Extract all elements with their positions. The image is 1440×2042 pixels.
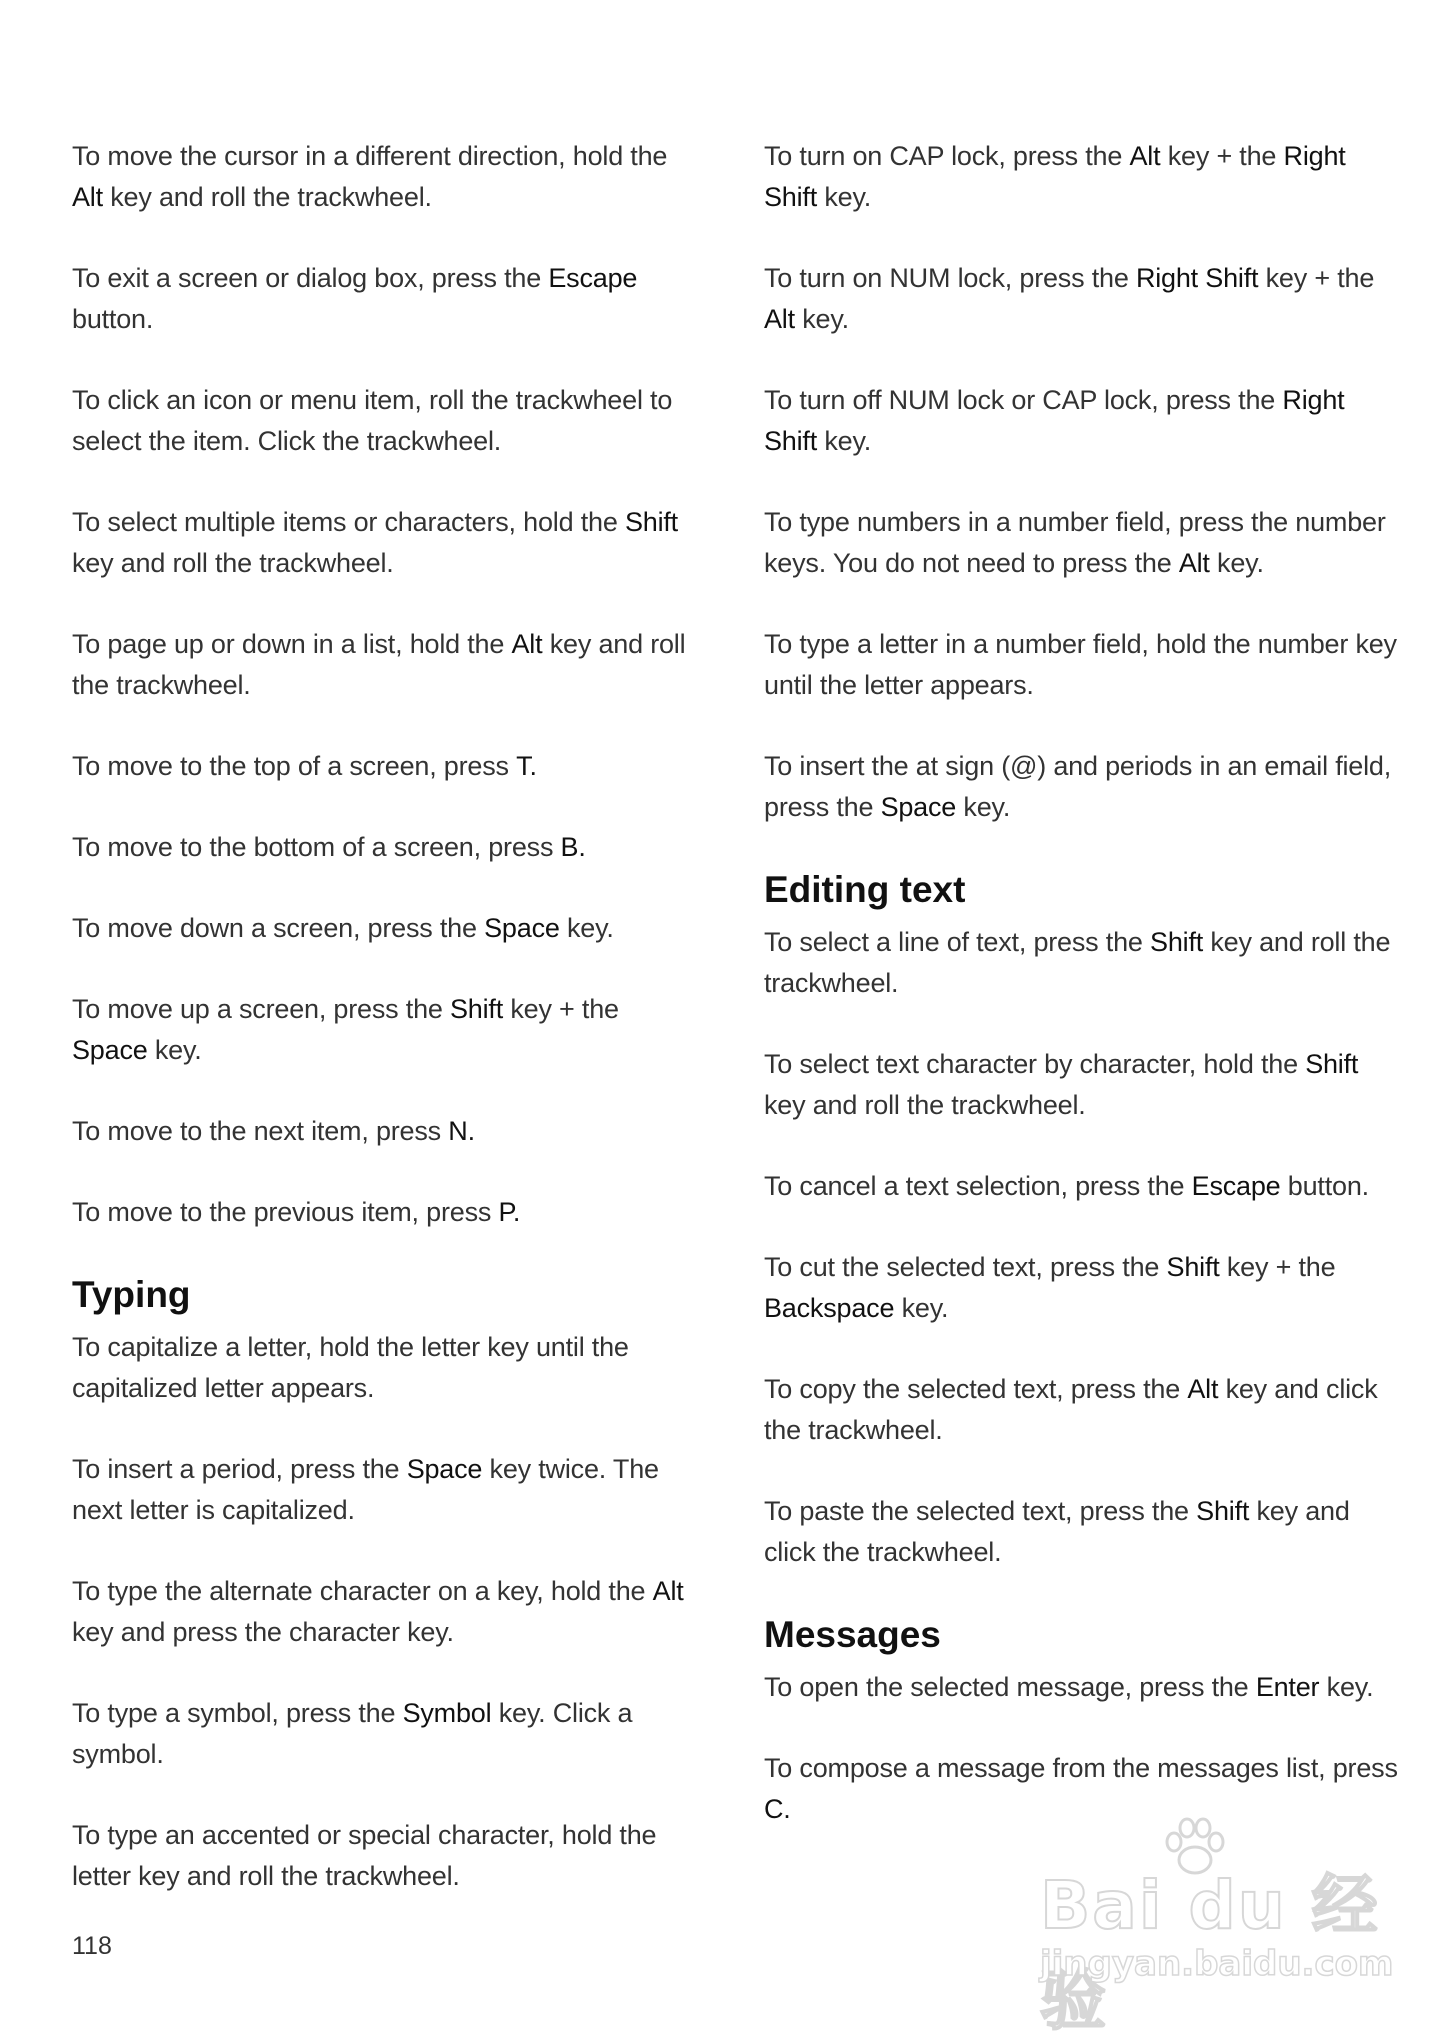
paragraph-text: button. [1280,1171,1369,1201]
watermark-logo-text: Bai du 经验 [1040,1867,1380,2039]
instruction-paragraph [72,1449,692,1531]
paragraph-text: key and roll the trackwheel. [764,927,1391,998]
key-name: Alt [72,182,103,212]
key-name: Shift [624,507,678,537]
key-name: Enter [1255,1672,1320,1702]
key-name: Alt [1178,548,1210,578]
instruction-paragraph [764,258,1404,340]
paragraph-text: To move to the top of a screen, press [72,751,517,781]
paragraph-text: To move to the bottom of a screen, press [72,832,561,862]
baidu-watermark [1020,1812,1394,2039]
paragraph-text: To select a line of text, press the [764,927,1151,957]
key-name: B. [560,832,586,862]
paragraph-text: key. [956,792,1011,822]
instruction-paragraph [764,136,1404,218]
instruction-paragraph [72,258,692,340]
paragraph-text: To type a letter in a number field, hold the number key until the letter appears. [764,629,1397,700]
key-name: Shift [1166,1252,1220,1282]
paragraph-text: To turn off NUM lock or CAP lock, press the [764,385,1283,415]
section-heading: Editing text [764,869,966,910]
instruction-paragraph [72,908,692,949]
paragraph-text: key twice. The next letter is capitalized. [72,1454,659,1525]
paragraph-text: key and roll the trackwheel. [72,629,686,700]
instruction-paragraph [764,1166,1404,1207]
paragraph-text: To page up or down in a list, hold the [72,629,512,659]
key-name: Shift [1305,1049,1359,1079]
instruction-paragraph [72,989,692,1071]
key-name: Shift [1150,927,1204,957]
instruction-paragraph [72,1693,692,1775]
page-number: 118 [72,1932,112,1960]
key-name: C. [764,1794,791,1824]
paragraph-text: To exit a screen or dialog box, press the [72,263,549,293]
instruction-paragraph [72,380,692,462]
instruction-paragraph [72,502,692,584]
paragraph-text: To paste the selected text, press the [764,1496,1197,1526]
instruction-paragraph [764,1369,1404,1451]
paragraph-text: key and press the character key. [72,1617,454,1647]
instruction-paragraph [764,624,1404,706]
instruction-paragraph [764,380,1404,462]
instruction-paragraph [764,1491,1404,1573]
paragraph-text: To type a symbol, press the [72,1698,403,1728]
instruction-paragraph [764,1044,1404,1126]
key-name: Space [406,1454,483,1484]
instruction-paragraph [764,746,1404,828]
paragraph-text: To insert the at sign (@) and periods in an email field, press the [764,751,1392,822]
key-name: Escape [1191,1171,1281,1201]
paragraph-text: key. [817,182,872,212]
key-name: Escape [548,263,638,293]
paragraph-text: key and click the trackwheel. [764,1374,1378,1445]
key-name: Alt [764,304,795,334]
paragraph-text: To move to the previous item, press [72,1197,499,1227]
paragraph-text: key and roll the trackwheel. [72,548,394,578]
paragraph-text: To insert a period, press the [72,1454,407,1484]
paragraph-text: key and roll the trackwheel. [102,182,432,212]
key-name: Space [484,913,560,943]
paragraph-text: key + the [503,994,619,1024]
paragraph-text: key + the [1258,263,1375,293]
paragraph-text: To select text character by character, hold the [764,1049,1306,1079]
key-name: Alt [1129,141,1161,171]
paragraph-text: To move the cursor in a different direction, hold the [72,141,668,171]
paragraph-text: key + the [1160,141,1284,171]
paragraph-text: To turn on CAP lock, press the [764,141,1130,171]
paragraph-text: To compose a message from the messages list, press [764,1753,1398,1783]
key-name: Right Shift [764,141,1346,212]
instruction-paragraph [72,1815,692,1897]
key-name: Right Shift [764,385,1345,456]
paragraph-text: To copy the selected text, press the [764,1374,1188,1404]
instruction-paragraph [72,746,692,787]
paragraph-text: key and click the trackwheel. [764,1496,1350,1567]
instruction-paragraph [764,922,1404,1004]
paragraph-text: key. [559,913,614,943]
paragraph-text: To type the alternate character on a key, hold the [72,1576,653,1606]
section-heading: Typing [72,1274,191,1315]
instruction-paragraph [72,624,692,706]
section-heading: Messages [764,1614,941,1655]
instruction-paragraph [764,1667,1404,1708]
instruction-paragraph [764,1247,1404,1329]
key-name: Backspace [764,1293,895,1323]
paragraph-text: key. Click a symbol. [72,1698,633,1769]
paragraph-text: To cancel a text selection, press the [764,1171,1192,1201]
instruction-paragraph [72,1192,692,1233]
paragraph-text: To move up a screen, press the [72,994,450,1024]
key-name: Shift [1196,1496,1250,1526]
paragraph-text: key and roll the trackwheel. [764,1090,1086,1120]
watermark-url: jingyan.baidu.com [1040,1944,1394,1984]
paragraph-text: To move down a screen, press the [72,913,485,943]
paragraph-text: To cut the selected text, press the [764,1252,1167,1282]
paragraph-text: key. [1209,548,1264,578]
instruction-paragraph [72,136,692,218]
paragraph-text: To click an icon or menu item, roll the trackwheel to select the item. Click the trackwheel. [72,385,673,456]
paragraph-text: key + the [1219,1252,1336,1282]
paragraph-text: key. [1319,1672,1374,1702]
key-name: Symbol [402,1698,492,1728]
instruction-paragraph [72,827,692,868]
key-name: P. [498,1197,521,1227]
paragraph-text: key. [817,426,872,456]
left-column [72,136,692,1937]
paragraph-text: key. [147,1035,202,1065]
key-name: Shift [450,994,504,1024]
paragraph-text: key. [894,1293,949,1323]
instruction-paragraph [72,1571,692,1653]
key-name: Alt [511,629,543,659]
key-name: Space [880,792,957,822]
key-name: T. [516,751,537,781]
instruction-paragraph [72,1111,692,1152]
paragraph-text: button. [72,304,154,334]
key-name: N. [448,1116,475,1146]
paragraph-text: To turn on NUM lock, press the [764,263,1136,293]
instruction-paragraph [72,1327,692,1409]
paragraph-text: To capitalize a letter, hold the letter key until the capitalized letter appears. [72,1332,629,1403]
paragraph-text: To open the selected message, press the [764,1672,1256,1702]
key-name: Alt [1187,1374,1219,1404]
paragraph-text: To select multiple items or characters, hold the [72,507,625,537]
right-column [764,136,1404,1870]
paragraph-text: To type an accented or special character, hold the letter key and roll the trackwheel. [72,1820,657,1891]
key-name: Alt [652,1576,684,1606]
paragraph-text: To move to the next item, press [72,1116,449,1146]
paragraph-text: key. [794,304,849,334]
instruction-paragraph [764,502,1404,584]
paragraph-text: To type numbers in a number field, press the number keys. You do not need to press the [764,507,1386,578]
key-name: Space [72,1035,148,1065]
key-name: Right Shift [1135,263,1259,293]
